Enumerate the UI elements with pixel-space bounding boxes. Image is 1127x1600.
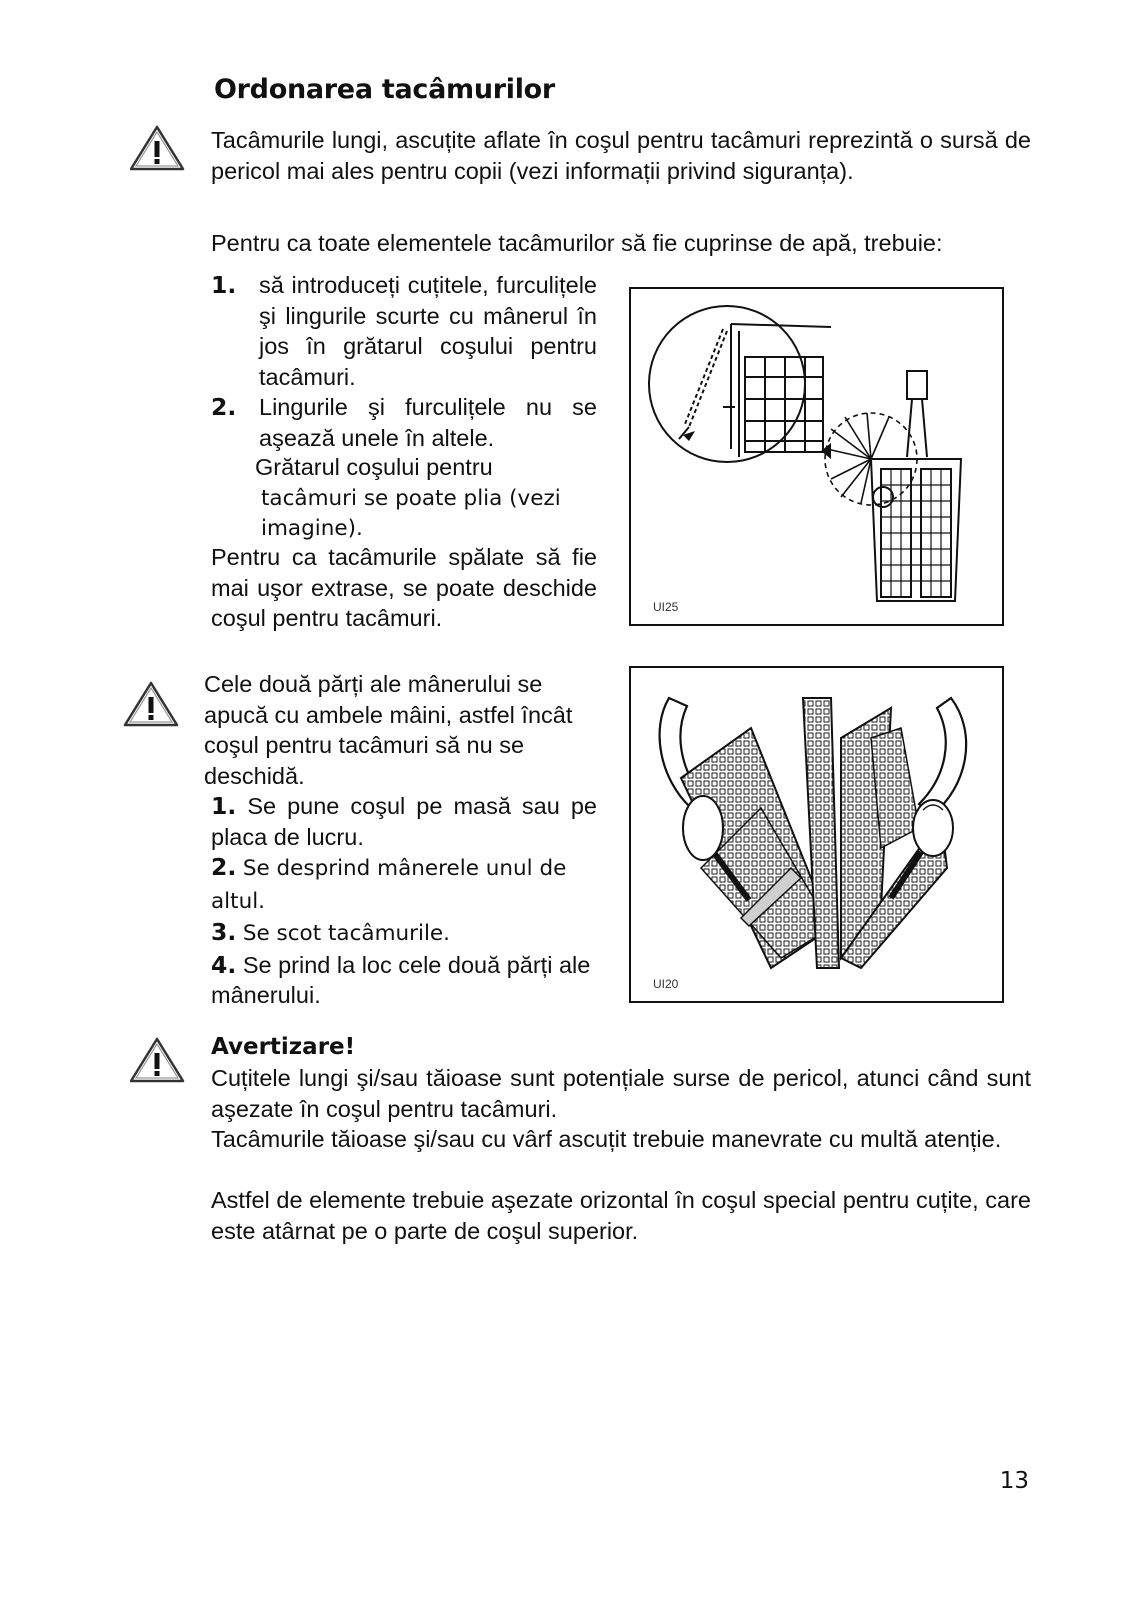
step-number: 2. [211,853,237,881]
list-item [211,270,597,392]
warning-paragraph: Tacâmurile lungi, ascuțite aflate în coşul pentru tacâmuri reprezintă o sursă de pericol mai ales pentru copii (vezi informații privind siguranța). [211,127,1031,184]
steps-list [211,791,597,1011]
warning-icon [128,1036,186,1086]
figure-basket-fold [629,287,1004,626]
step-number: 1. [211,271,237,299]
steps-list [211,270,597,453]
step-number: 2. [211,393,237,421]
fold-note-line: tacâmuri se poate plia (vezi [261,486,561,511]
warning-paragraph: Cuțitele lungi şi/sau tăioase sunt potențiale surse de pericol, atunci când sunt aşezate în coşul pentru tacâmuri. [211,1065,1031,1122]
step-text: Se desprind mânerele unul de altul. [211,856,567,914]
basket-open-illustration [631,668,1002,1001]
figure-label: UI25 [653,600,679,614]
handle-warning-paragraph: Cele două părți ale mânerului se apucă cu ambele mâini, astfel încât coşul pentru tacâmuri să nu se deschidă. [204,671,573,789]
page-title: Ordonarea tacâmurilor [214,74,555,105]
warning-paragraph: Astfel de elemente trebuie aşezate orizontal în coşul special pentru cuțite, care este atârnat pe o parte de coşul superior. [211,1187,1031,1244]
step-text: să introduceți cuțitele, furculițele şi lingurile scurte cu mânerul în jos în grătarul coşului pentru tacâmuri. [259,272,597,390]
step-text: Lingurile şi furculițele nu se aşează unele în altele. [259,394,597,451]
list-item [211,950,597,1011]
warning-paragraph: Tacâmurile tăioase şi/sau cu vârf ascuțit trebuie manevrate cu multă atenție. [211,1126,1002,1152]
list-item [211,392,597,453]
figure-basket-open [629,666,1004,1003]
warning-icon [128,124,186,174]
warning-heading: Avertizare! [211,1034,356,1060]
step-number: 4. [211,950,237,979]
step-text: Se pune coşul pe masă sau pe placa de lucru. [211,793,597,850]
list-item [211,852,597,917]
step-number: 1. [211,792,237,820]
step-text: Se prind la loc cele două părți ale mânerului. [211,951,591,1008]
warning-icon [122,680,180,730]
intro-paragraph: Pentru ca toate elementele tacâmurilor să fie cuprinse de apă, trebuie: [211,230,943,256]
basket-fold-illustration [631,289,1002,624]
list-item [211,917,597,950]
fold-note-line: imagine). [261,516,363,541]
page-number: 13 [999,1468,1029,1494]
figure-label: UI20 [653,977,679,991]
list-item [211,791,597,852]
step-text: Se scot tacâmurile. [242,921,450,946]
open-basket-note: Pentru ca tacâmurile spălate să fie mai uşor extrase, se poate deschide coşul pentru tacâmuri. [211,544,597,631]
step-number: 3. [211,918,237,946]
fold-note-line: Grătarul coşului pentru [255,454,493,480]
